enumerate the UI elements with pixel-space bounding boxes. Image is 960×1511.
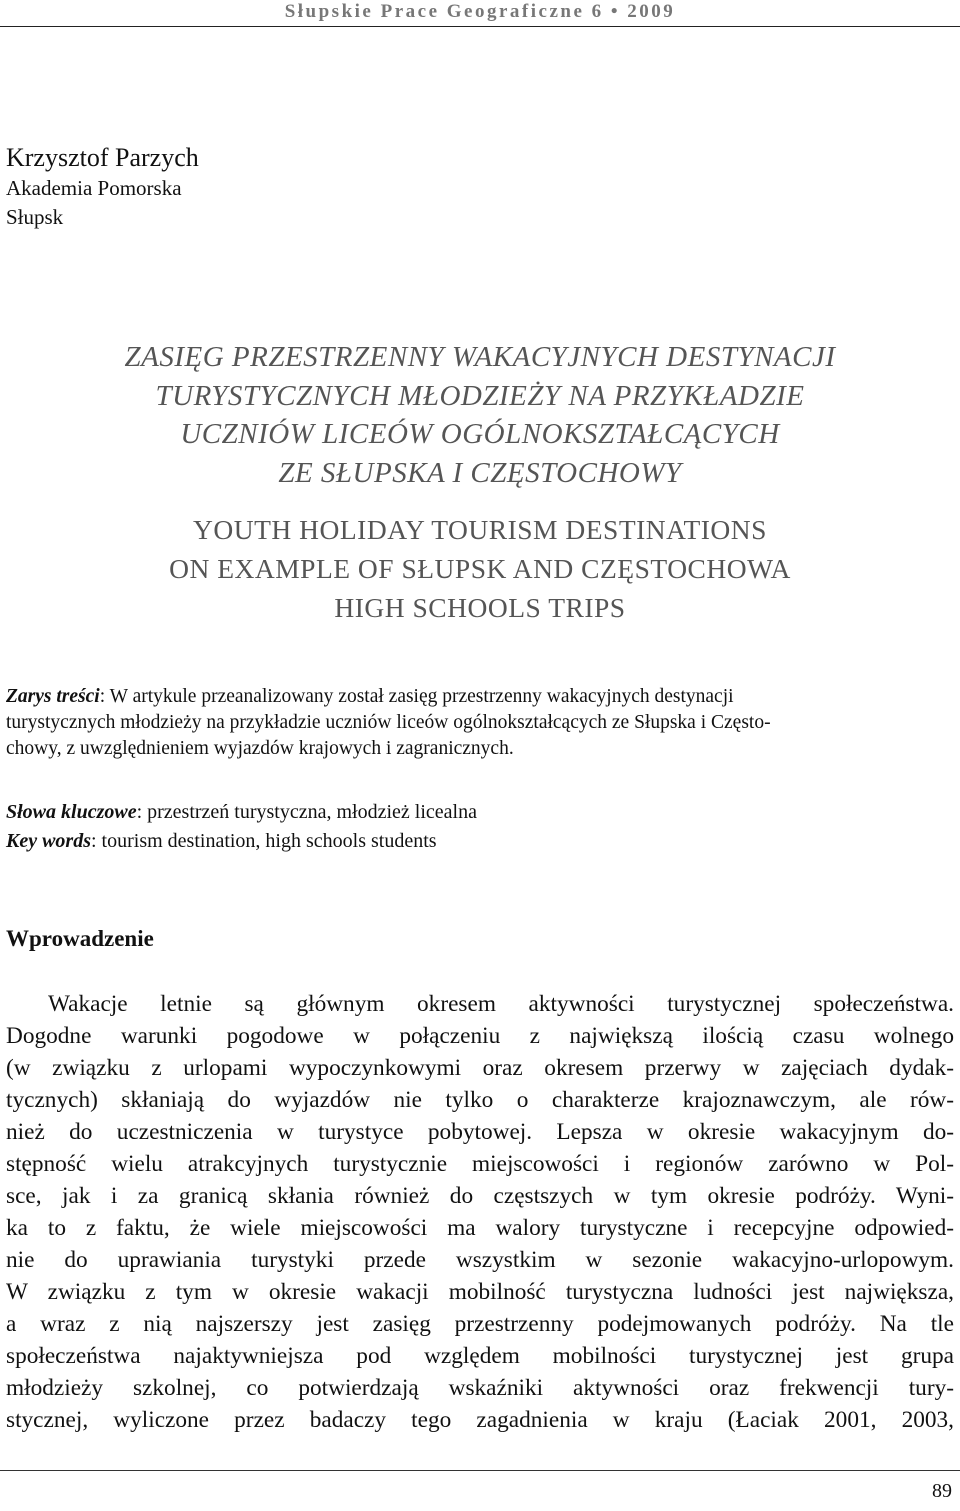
body-line: sce, jak i za granicą skłania również do częstszych w tym okresie podróży. Wyni- [6,1183,954,1209]
abstract-line: chowy, z uwzględnieniem wyjazdów krajowych i zagranicznych. [6,738,514,759]
title-pl-line: ZASIĘG PRZESTRZENNY WAKACYJNYCH DESTYNACJI [124,341,836,373]
abstract-line [6,684,956,710]
abstract-line: turystycznych młodzieży na przykładzie uczniów liceów ogólnokształcących ze Słupska i Często- [6,712,771,733]
journal-header [0,0,960,27]
body-line: ka to z faktu, że wiele miejscowości ma walory turystyczne i recepcyjne odpowied- [6,1215,954,1241]
title-pl-line: TURYSTYCZNYCH MŁODZIEŻY NA PRZYKŁADZIE [155,379,805,412]
title-en-line: YOUTH HOLIDAY TOURISM DESTINATIONS [193,514,767,545]
page-number: 89 [932,1480,952,1502]
keywords-block [6,798,956,856]
journal-title: Słupskie Prace Geograficzne 6 • 2009 [284,1,676,22]
body-line: tycznych) skłaniają do wyjazdów nie tylko o charakterze krajoznawczym, ale rów- [6,1087,954,1113]
body-line: nie do uprawiania turystyki przede wszystkim w sezonie wakacyjno-urlopowym. [6,1247,954,1273]
body-line: nież do uczestniczenia w turystyce pobytowej. Lepsza w okresie wakacyjnym do- [6,1119,954,1145]
body-line: Dogodne warunki pogodowe w połączeniu z największą ilością czasu wolnego [6,1023,954,1049]
author-block [6,142,706,232]
title-pl-line: ZE SŁUPSKA I CZĘSTOCHOWY [278,456,682,489]
keywords-pl [6,798,956,827]
keywords-pl-text: : przestrzeń turystyczna, młodzież licealna [136,801,477,823]
keywords-en-text: : tourism destination, high schools students [91,830,437,852]
body-line: (w związku z urlopami wypoczynkowymi oraz okresem przerwy w zajęciach dydak- [6,1055,954,1081]
body-text [6,988,954,1436]
author-name: Krzysztof Parzych [6,143,199,172]
title-en-line: HIGH SCHOOLS TRIPS [334,592,626,623]
body-line: stycznej, wyliczone przez badaczy tego zagadnienia w kraju (Łaciak 2001, 2003, [6,1407,954,1433]
keywords-en-label: Key words [6,830,91,852]
keywords-en [6,827,956,856]
body-line: stępność wielu atrakcyjnych turystycznie miejscowości i regionów zarówno w Pol- [6,1151,954,1177]
abstract [6,684,956,762]
title-english [0,510,960,627]
author-affiliation: Akademia Pomorska [6,176,182,200]
abstract-text: : W artykule przeanalizowany został zasięg przestrzenny wakacyjnych destynacji [99,686,734,707]
body-line: W związku z tym w okresie wakacji mobilność turystyczna ludności jest największa, [6,1279,954,1305]
body-line: Wakacje letnie są głównym okresem aktywności turystycznej społeczeństwa. [48,991,954,1017]
body-line: młodzieży szkolnej, co potwierdzają wskaźniki aktywności oraz frekwencji tury- [6,1375,954,1401]
title-en-line: ON EXAMPLE OF SŁUPSK AND CZĘSTOCHOWA [169,553,791,584]
body-line: społeczeństwa najaktywniejsza pod względem mobilności turystycznej jest grupa [6,1343,954,1369]
body-line: a wraz z nią najszerszy jest zasięg przestrzenny podejmowanych podróży. Na tle [6,1311,954,1337]
title-polish [0,338,960,492]
abstract-label: Zarys treści [6,686,100,707]
author-city: Słupsk [6,205,64,229]
section-heading: Wprowadzenie [6,926,154,951]
title-pl-line: UCZNIÓW LICEÓW OGÓLNOKSZTAŁCĄCYCH [180,418,780,450]
keywords-pl-label: Słowa kluczowe [6,801,137,823]
footer-rule [0,1470,960,1471]
